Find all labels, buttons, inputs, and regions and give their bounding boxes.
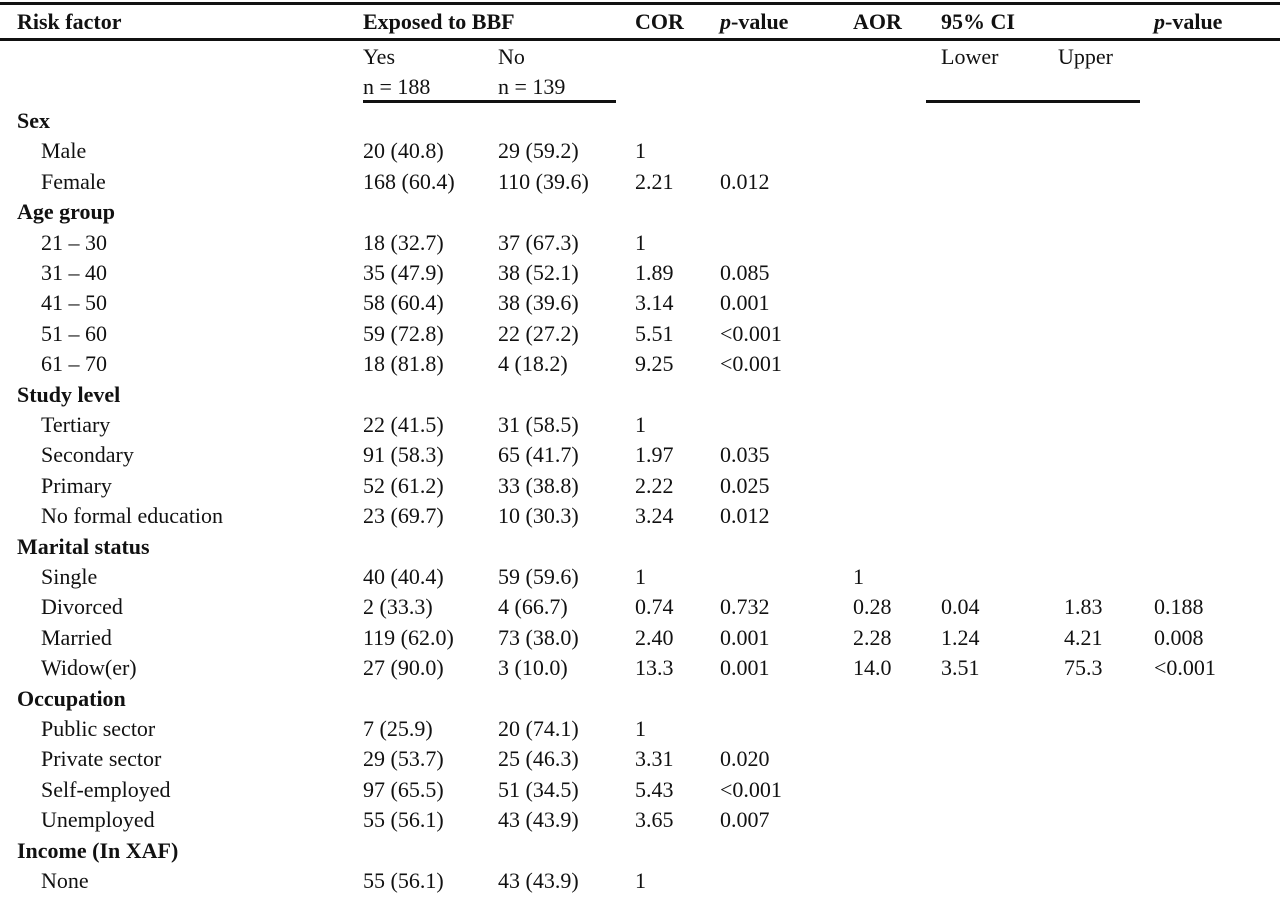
cell-no: 20 (74.1) (498, 716, 579, 741)
cell-yes: 18 (32.7) (363, 230, 444, 255)
cell-p-value: 0.012 (720, 503, 770, 528)
cell-yes: 58 (60.4) (363, 290, 444, 315)
group-label: Age group (17, 199, 115, 224)
cell-no: 37 (67.3) (498, 230, 579, 255)
cell-no: 33 (38.8) (498, 473, 579, 498)
header-yes: Yes (363, 44, 396, 69)
cell-adjusted-p-value: 0.008 (1154, 625, 1204, 650)
cell-no: 59 (59.6) (498, 564, 579, 589)
cell-cor: 3.65 (635, 807, 674, 832)
header-upper: Upper (1058, 44, 1113, 69)
cell-cor: 0.74 (635, 594, 674, 619)
row-label: Widow(er) (41, 655, 137, 680)
cell-p-value: <0.001 (720, 321, 782, 346)
cell-p-value: 0.732 (720, 594, 770, 619)
cell-no: 51 (34.5) (498, 777, 579, 802)
cell-no: 38 (39.6) (498, 290, 579, 315)
cell-aor: 2.28 (853, 625, 892, 650)
cell-p-value: 0.001 (720, 290, 770, 315)
cell-p-value: 0.001 (720, 655, 770, 680)
cell-cor: 1 (635, 412, 646, 437)
cell-cor: 13.3 (635, 655, 674, 680)
row-label: 61 – 70 (41, 351, 107, 376)
group-label: Study level (17, 382, 121, 407)
cell-yes: 168 (60.4) (363, 169, 455, 194)
cell-no: 43 (43.9) (498, 807, 579, 832)
cell-p-value: 0.012 (720, 169, 770, 194)
row-label: Private sector (41, 746, 162, 771)
cell-no: 65 (41.7) (498, 442, 579, 467)
cell-p-value: 0.025 (720, 473, 770, 498)
cell-adjusted-p-value: <0.001 (1154, 655, 1216, 680)
header-p-value (720, 7, 788, 37)
cell-cor: 1.97 (635, 442, 674, 467)
cell-cor: 5.51 (635, 321, 674, 346)
cell-yes: 22 (41.5) (363, 412, 444, 437)
cell-no: 3 (10.0) (498, 655, 568, 680)
cell-yes: 29 (53.7) (363, 746, 444, 771)
cell-ci-upper: 1.83 (1064, 594, 1103, 619)
table-top-rule (0, 2, 1280, 5)
row-label: Male (41, 138, 87, 163)
row-label: Female (41, 169, 106, 194)
group-label: Marital status (17, 534, 150, 559)
header-p-italic: p (720, 9, 731, 34)
cell-cor: 1.89 (635, 260, 674, 285)
cell-cor: 1 (635, 138, 646, 163)
group-label: Sex (17, 108, 50, 133)
cell-yes: 40 (40.4) (363, 564, 444, 589)
cell-yes: 59 (72.8) (363, 321, 444, 346)
cell-aor: 0.28 (853, 594, 892, 619)
header-n-yes: n = 188 (363, 74, 431, 99)
header-lower: Lower (941, 44, 999, 69)
cell-no: 4 (18.2) (498, 351, 568, 376)
cell-aor: 1 (853, 564, 864, 589)
cell-cor: 2.22 (635, 473, 674, 498)
cell-yes: 119 (62.0) (363, 625, 454, 650)
cell-cor: 5.43 (635, 777, 674, 802)
cell-yes: 23 (69.7) (363, 503, 444, 528)
row-label: Tertiary (41, 412, 111, 437)
header-n-no: n = 139 (498, 74, 566, 99)
cell-adjusted-p-value: 0.188 (1154, 594, 1204, 619)
header-cor: COR (635, 9, 684, 34)
cell-yes: 52 (61.2) (363, 473, 444, 498)
cell-yes: 55 (56.1) (363, 868, 444, 893)
row-label: Married (41, 625, 112, 650)
cell-aor: 14.0 (853, 655, 892, 680)
cell-p-value: <0.001 (720, 351, 782, 376)
cell-ci-lower: 3.51 (941, 655, 980, 680)
cell-p-value: <0.001 (720, 777, 782, 802)
cell-no: 43 (43.9) (498, 868, 579, 893)
cell-p-value: 0.020 (720, 746, 770, 771)
cell-ci-upper: 4.21 (1064, 625, 1103, 650)
cell-yes: 91 (58.3) (363, 442, 444, 467)
cell-no: 38 (52.1) (498, 260, 579, 285)
cell-cor: 9.25 (635, 351, 674, 376)
row-label: Public sector (41, 716, 156, 741)
cell-no: 110 (39.6) (498, 169, 589, 194)
row-label: Unemployed (41, 807, 155, 832)
cell-cor: 1 (635, 716, 646, 741)
cell-no: 29 (59.2) (498, 138, 579, 163)
cell-cor: 3.31 (635, 746, 674, 771)
cell-cor: 1 (635, 564, 646, 589)
cell-no: 73 (38.0) (498, 625, 579, 650)
row-label: 31 – 40 (41, 260, 107, 285)
group-label: Income (In XAF) (17, 838, 179, 863)
cell-p-value: 0.007 (720, 807, 770, 832)
row-label: 41 – 50 (41, 290, 107, 315)
cell-yes: 35 (47.9) (363, 260, 444, 285)
cell-no: 25 (46.3) (498, 746, 579, 771)
cell-cor: 3.24 (635, 503, 674, 528)
cell-yes: 97 (65.5) (363, 777, 444, 802)
cell-ci-lower: 1.24 (941, 625, 980, 650)
cell-yes: 18 (81.8) (363, 351, 444, 376)
cell-cor: 2.21 (635, 169, 674, 194)
cell-yes: 55 (56.1) (363, 807, 444, 832)
cell-ci-upper: 75.3 (1064, 655, 1103, 680)
header-p-value-2 (1154, 7, 1222, 37)
row-label: Primary (41, 473, 112, 498)
row-label: No formal education (41, 503, 224, 528)
cell-p-value: 0.085 (720, 260, 770, 285)
header-p2-italic: p (1154, 9, 1165, 34)
exposed-subheader-rule (363, 100, 616, 103)
cell-p-value: 0.035 (720, 442, 770, 467)
group-label: Occupation (17, 686, 126, 711)
header-aor: AOR (853, 9, 902, 34)
row-label: Divorced (41, 594, 123, 619)
cell-cor: 1 (635, 230, 646, 255)
cell-ci-lower: 0.04 (941, 594, 980, 619)
header-p2-rest: -value (1165, 9, 1223, 34)
cell-no: 4 (66.7) (498, 594, 568, 619)
header-no: No (498, 44, 525, 69)
cell-no: 10 (30.3) (498, 503, 579, 528)
cell-cor: 1 (635, 868, 646, 893)
row-label: None (41, 868, 89, 893)
header-exposed: Exposed to BBF (363, 9, 515, 34)
cell-cor: 3.14 (635, 290, 674, 315)
cell-cor: 2.40 (635, 625, 674, 650)
ci-subheader-rule (926, 100, 1140, 103)
row-label: Self-employed (41, 777, 171, 802)
cell-p-value: 0.001 (720, 625, 770, 650)
cell-no: 31 (58.5) (498, 412, 579, 437)
header-ci: 95% CI (941, 9, 1015, 34)
cell-yes: 20 (40.8) (363, 138, 444, 163)
cell-yes: 2 (33.3) (363, 594, 433, 619)
row-label: 21 – 30 (41, 230, 107, 255)
header-p-rest: -value (731, 9, 789, 34)
cell-no: 22 (27.2) (498, 321, 579, 346)
row-label: Single (41, 564, 98, 589)
cell-yes: 27 (90.0) (363, 655, 444, 680)
header-rule (0, 38, 1280, 41)
row-label: Secondary (41, 442, 134, 467)
row-label: 51 – 60 (41, 321, 107, 346)
header-risk-factor: Risk factor (17, 9, 122, 34)
cell-yes: 7 (25.9) (363, 716, 433, 741)
